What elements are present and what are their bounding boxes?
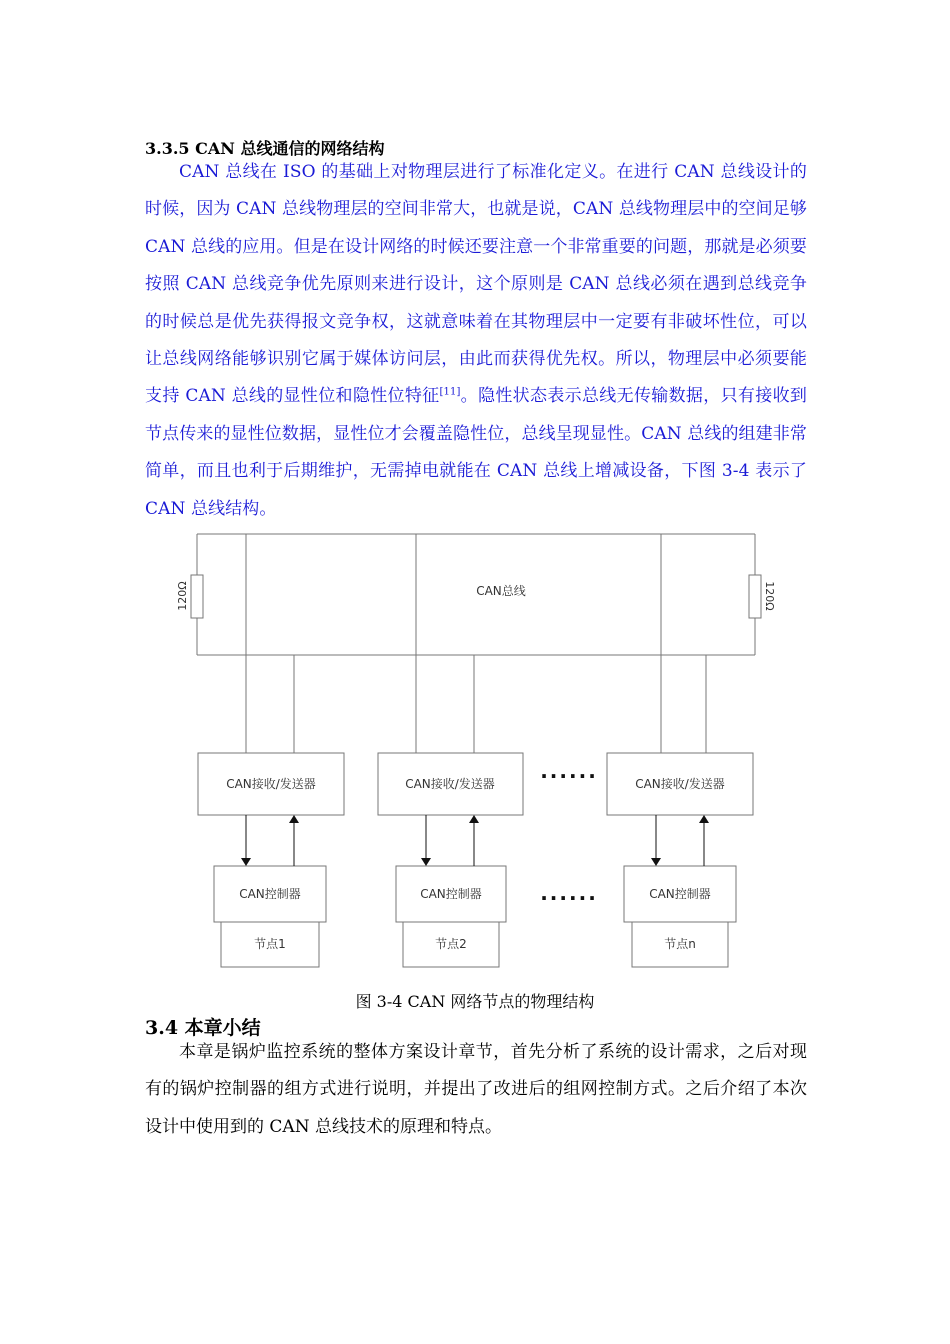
section-heading-3-4: 3.4 本章小结 [145, 1017, 261, 1039]
transceiver-label-2: CAN接收/发送器 [405, 777, 495, 791]
controller-label-1: CAN控制器 [239, 887, 301, 901]
node-label-1: 节点1 [254, 937, 286, 951]
controller-label-2: CAN控制器 [420, 887, 482, 901]
controller-label-n: CAN控制器 [649, 887, 711, 901]
resistor-right [749, 575, 761, 618]
transceiver-label-1: CAN接收/发送器 [226, 777, 316, 791]
citation-ref: [11] [439, 386, 461, 398]
node-label-2: 节点2 [435, 937, 467, 951]
figure-caption: 图 3-4 CAN 网络节点的物理结构 [355, 992, 595, 1011]
resistor-left-label: 120Ω [176, 581, 189, 611]
ellipsis-controllers: ...... [540, 881, 598, 905]
resistor-left [191, 575, 203, 618]
node-label-n: 节点n [664, 937, 696, 951]
section-heading-3-3-5: 3.3.5 CAN 总线通信的网络结构 [145, 139, 385, 158]
paragraph-text-part1: CAN 总线在 ISO 的基础上对物理层进行了标准化定义。在进行 CAN 总线设计的时候，因为 CAN 总线物理层的空间非常大，也就是说，CAN 总线物理层中的空间足够 CAN 总线的应用。但是在设计网络的时候还要注意一个非常重要的问题，那就是必须要按照 CAN 总线竞争优先原则来进行设计，这个原则是 CAN 总线必须在遇到总线竞争的时候总是优先获得报文竞争权，这就意味着在其物理层中一定要有非破坏性位，可以让总线网络能够识别它属于媒体访问层，由此而获得优先权。所以，物理层中必须要能支持 CAN 总线的显性位和隐性位特征 [145, 162, 807, 407]
transceiver-label-n: CAN接收/发送器 [635, 777, 725, 791]
section-summary-paragraph: 本章是锅炉监控系统的整体方案设计章节，首先分析了系统的设计需求，之后对现有的锅炉控制器的组方式进行说明，并提出了改进后的组网控制方式。之后介绍了本次设计中使用到的 CAN 总线技术的原理和特点。 [145, 1042, 807, 1137]
bus-label: CAN总线 [476, 584, 526, 598]
ellipsis-transceivers: ...... [540, 759, 598, 783]
resistor-right-label: 120Ω [763, 581, 776, 611]
paragraph-text-part2: 。隐性状态表示总线无传输数据，只有接收到节点传来的显性位数据，显性位才会覆盖隐性位，总线呈现显性。CAN 总线的组建非常简单，而且也利于后期维护，无需掉电就能在 CAN 总线上增减设备，下图 3-4 表示了 CAN 总线结构。 [145, 386, 808, 519]
